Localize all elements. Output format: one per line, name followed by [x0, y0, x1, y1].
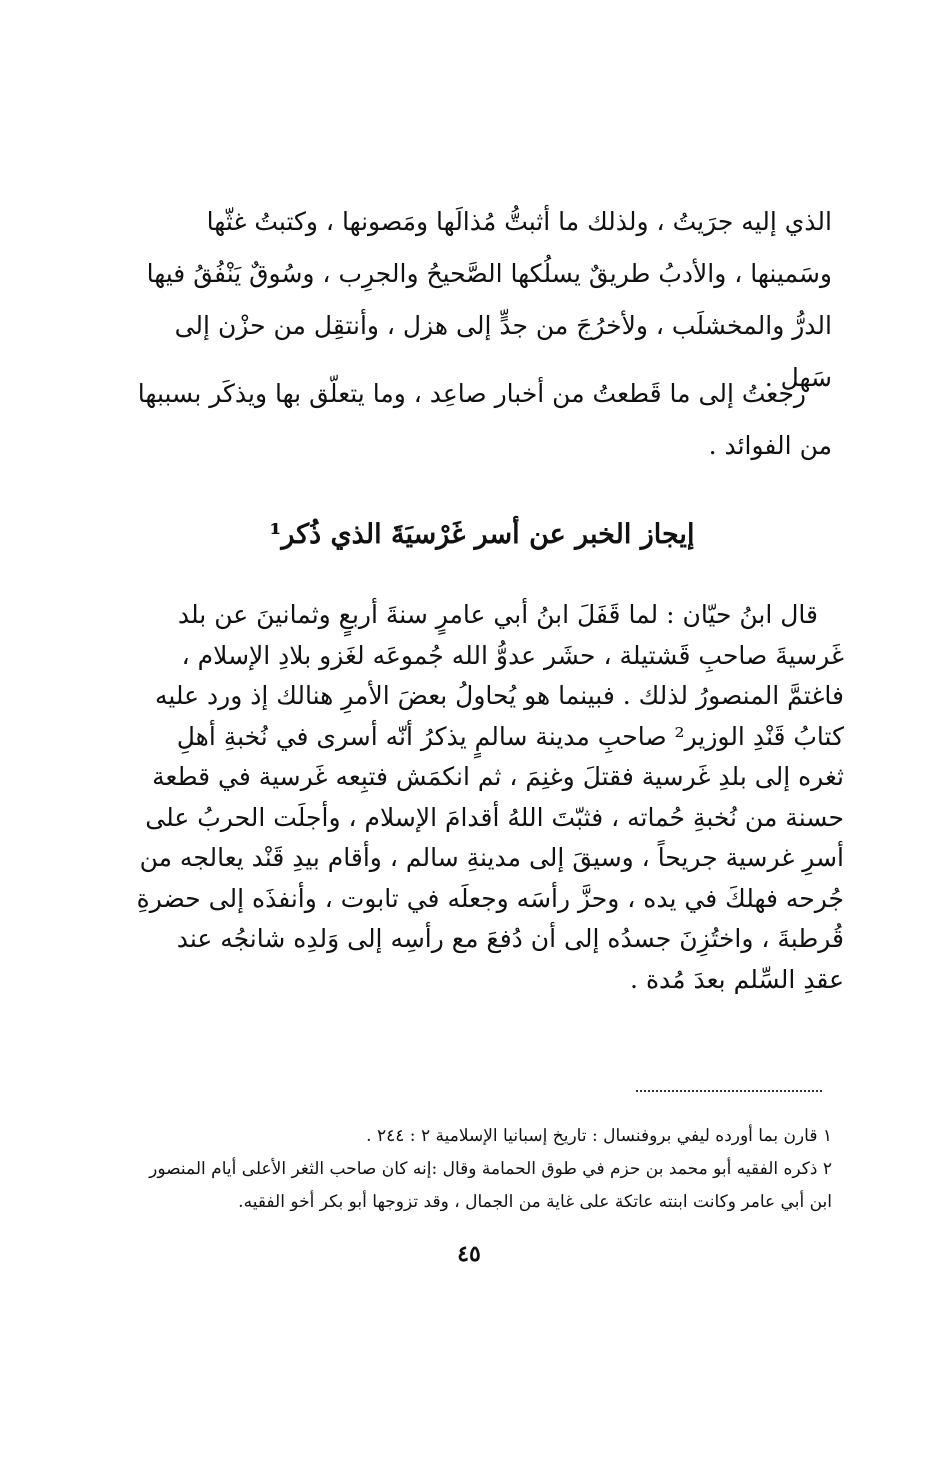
paragraph-account-text: قال ابنُ حيّان : لما قَفَلَ ابنُ أبي عامرٍ سنةَ أربعٍ وثمانينَ عن بلد غَرسيةَ صاحبِ قَشتيلة ، حشَر عدوُّ الله جُموعَه لغَزو بلادِ الإسلام ، فاغتمَّ المنصورُ لذلك . فبينما هو يُحاولُ بعضَ الأمرِ هنالك إذ ورد عليه كتابُ قَنْدِ الوزير² صاحبِ مدينة سالمٍ يذكرُ أنّه أسرى في نُخبةِ أهلِ ثغره إلى بلدِ غَرسية فقتلَ وغنِمَ ، ثم انكمَش فتبِعه غَرسية في قطعة حسنة من نُخبةِ حُماته ، فثبّتَ اللهُ أقدامَ الإسلام ، وأجلَت الحربُ على أسرِ غرسية جريحاً ، وسيقَ إلى مدينةِ سالم ، وأقام بيدِ قَنْد يعالجه من جُرحه فهلكَ في يده ، وحزَّ رأسَه وجعلَه في تابوت ، وأنفذَه إلى حضرةِ قُرطبةَ ، واختُزِنَ جسدُه إلى أن دُفعَ مع رأسِه إلى وَلدِه شانجُه عند عقدِ السِّلم بعدَ مُدة . [136, 600, 844, 994]
footnote-2-line-1: ٢ ذكره الفقيه أبو محمد بن حزم في طوق الحمامة وقال :إنه كان صاحب الثغر الأعلى أيام المنصور [149, 1159, 832, 1179]
footnote-separator [636, 1090, 822, 1092]
footnotes-section [132, 1120, 832, 1219]
paragraph-opening: الذي إليه جرَيتُ ، ولذلك ما أثبتُّ مُذالَها ومَصونها ، وكتبتُ غثّها وسَمينها ، والأدبُ طريقٌ يسلُكها الصَّحيحُ والجرِب ، وسُوقٌ يَنْفُقُ فيها الدرُّ والمخشلَب ، ولأخرُجَ من جدٍّ إلى هزل ، وأنتقِل من حزْن إلى سَهل . [146, 207, 832, 392]
paragraph-return-text: رجعتُ إلى ما قَطعتُ من أخبار صاعِد ، وما يتعلّق بها ويذكَر بسببها من الفوائد . [137, 379, 832, 460]
page-number: ٤٥ [457, 1241, 481, 1267]
paragraph-ibn-hayyan-account [132, 595, 844, 1000]
section-heading: إيجاز الخبر عن أسر غَرْسيَةَ الذي ذُكر¹ [269, 519, 695, 550]
footnote-1: ١ قارن بما أورده ليفي بروفنسال : تاريخ إسبانيا الإسلامية ٢ : ٢٤٤ . [366, 1126, 832, 1146]
footnote-2-line-2: ابن أبي عامر وكانت ابنته عاتكة على غاية من الجمال ، وقد تزوجها أبو بكر أخو الفقيه. [238, 1192, 832, 1212]
paragraph-return-to-saed [132, 368, 832, 472]
